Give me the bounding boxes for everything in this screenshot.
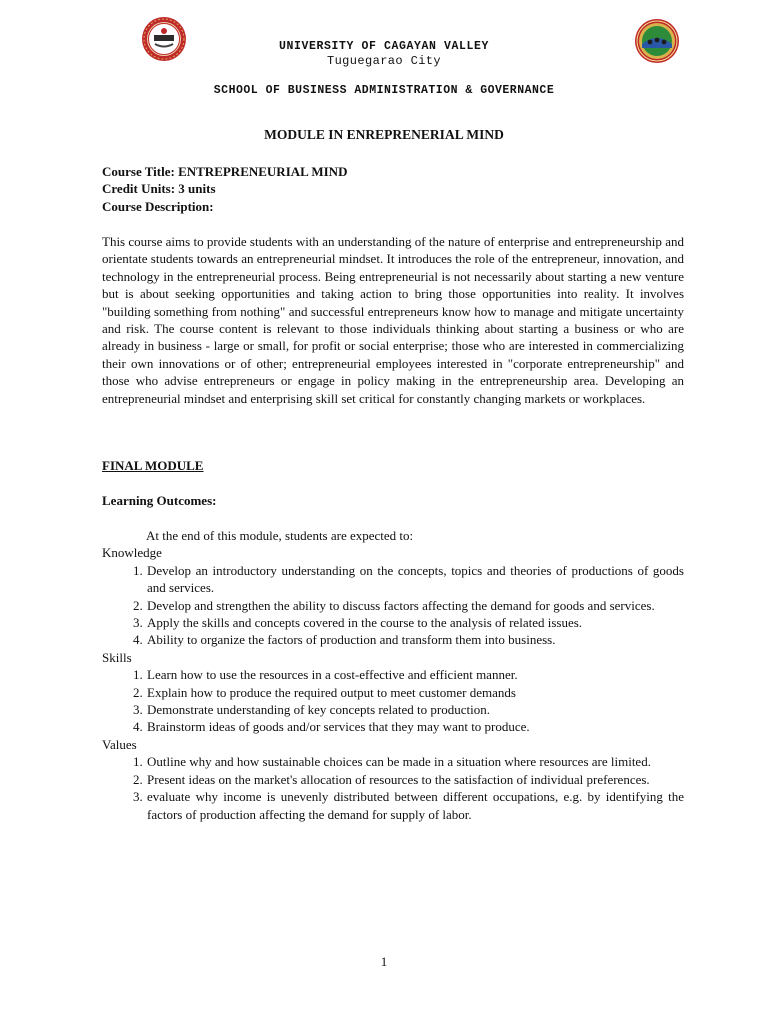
skills-label: Skills — [102, 649, 132, 665]
course-description — [102, 233, 684, 407]
list-item: 1. Learn how to use the resources in a cost-effective and efficient manner. — [146, 666, 684, 683]
list-item: 4. Ability to organize the factors of production and transform them into business. — [146, 631, 684, 648]
list-item: 3. Demonstrate understanding of key concepts related to production. — [146, 701, 684, 718]
knowledge-label: Knowledge — [102, 545, 162, 561]
list-item: 1. Outline why and how sustainable choices can be made in a situation where resources are limited. — [146, 753, 684, 770]
final-module-heading: FINAL MODULE — [102, 458, 204, 473]
list-item: 2. Explain how to produce the required output to meet customer demands — [146, 684, 684, 701]
course-description-text: This course aims to provide students with an understanding of the nature of enterprise and entrepreneurship and orientate students towards an entrepreneurial mindset. It introduces the role of the entrepreneur, innovation, and technology in the entrepreneurial process. Being entrepreneurial is not necessarily about starting a new venture but is about seeking opportunities and taking action to bring those opportunities into reality. It involves "building something from nothing" and successful entrepreneurs know how to manage and mitigate uncertainty and risk. The course content is relevant to those individuals thinking about starting a business or who are already in business - large or small, for profit or social enterprise; those who are interested in commercializing their own innovations or of other; entrepreneurial employees interested in "corporate entrepreneurship" and those who advise entrepreneurs or engage in policy making in the entrepreneurship area. Developing an entrepreneurial mindset and enterprising skill set critical for constantly changing markets or workplaces. — [102, 234, 684, 406]
page-number: 1 — [380, 954, 388, 969]
learning-outcomes-heading: Learning Outcomes: — [102, 493, 217, 508]
credit-units: Credit Units: 3 units — [102, 181, 216, 197]
list-item: 3. evaluate why income is unevenly distributed between different occupations, e.g. by identifying the factors of production affecting the demand for supply of labor. — [146, 788, 684, 823]
course-title: Course Title: ENTREPRENEURIAL MIND — [102, 164, 348, 179]
skills-list — [102, 666, 684, 736]
school-name: SCHOOL OF BUSINESS ADMINISTRATION & GOVERNANCE — [213, 84, 555, 97]
list-item: 1. Develop an introductory understanding on the concepts, topics and theories of productions of goods and services. — [146, 562, 684, 597]
knowledge-list — [102, 562, 684, 649]
course-info — [102, 163, 684, 215]
learning-outcomes — [102, 527, 684, 823]
university-name: UNIVERSITY OF CAGAYAN VALLEY — [278, 40, 490, 53]
values-list — [102, 753, 684, 823]
list-item: 3. Apply the skills and concepts covered in the course to the analysis of related issues. — [146, 614, 684, 631]
list-item: 2. Develop and strengthen the ability to discuss factors affecting the demand for goods and services. — [146, 597, 684, 614]
outcomes-intro: At the end of this module, students are expected to: — [146, 528, 414, 543]
module-title: MODULE IN ENREPRENERIAL MIND — [264, 127, 504, 142]
list-item: 2. Present ideas on the market's allocation of resources to the satisfaction of individual preferences. — [146, 771, 684, 788]
city-name: Tuguegarao City — [326, 54, 442, 68]
values-label: Values — [102, 736, 137, 752]
list-item: 4. Brainstorm ideas of goods and/or services that they may want to produce. — [146, 718, 684, 735]
course-description-label: Course Description: — [102, 198, 214, 214]
